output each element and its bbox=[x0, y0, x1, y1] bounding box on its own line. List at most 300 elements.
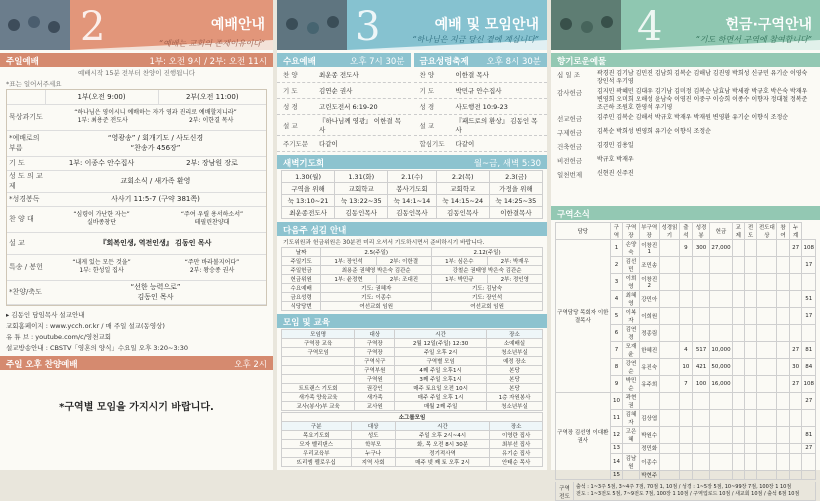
table-cell: 안태순 목사 bbox=[490, 458, 543, 467]
table-cell bbox=[732, 325, 744, 342]
table-cell bbox=[757, 410, 777, 427]
row-label: 기 도 bbox=[419, 87, 435, 95]
table-cell: 이희원 bbox=[639, 308, 659, 325]
row-label: 수요예배 bbox=[282, 284, 321, 293]
table-row bbox=[282, 402, 543, 411]
table-cell bbox=[757, 376, 777, 393]
dawn-cell: 봉사기도회 bbox=[388, 183, 436, 195]
table-cell: 기도: 이종수 bbox=[321, 293, 432, 302]
row-label: 주기도문 bbox=[283, 140, 309, 148]
page-subtitle: “기도 하면서 구역에 참여합니다” bbox=[695, 35, 812, 44]
offering-names: 김주민 김복순 김해서 박규호 박재우 박재원 변영환 유기순 이향식 조정순 bbox=[597, 114, 789, 121]
table-cell: 교사(봉사)부 교육 bbox=[282, 402, 355, 411]
table-cell bbox=[744, 291, 756, 308]
header-cell: 교제 bbox=[732, 223, 744, 240]
wed-row bbox=[277, 83, 411, 99]
table-cell: 3 bbox=[610, 274, 623, 291]
table-cell: 청소년부실 bbox=[487, 348, 543, 357]
table-cell bbox=[680, 308, 693, 325]
fri-row bbox=[414, 99, 548, 115]
table-cell bbox=[744, 410, 756, 427]
row-value: 다같이 bbox=[319, 140, 338, 148]
table-cell bbox=[639, 393, 659, 410]
table-cell bbox=[692, 410, 710, 427]
offering-row bbox=[551, 141, 820, 155]
table-cell: 목요기도회 bbox=[282, 431, 352, 440]
table-cell bbox=[757, 470, 777, 480]
dawn-cell: 구역을 위해 bbox=[282, 183, 335, 195]
table-cell: 기도: 권혜자 bbox=[321, 284, 432, 293]
table-cell bbox=[732, 308, 744, 325]
meetings-bar: 모임 및 교육 bbox=[277, 314, 547, 328]
table-cell bbox=[692, 393, 710, 410]
table-cell bbox=[757, 444, 777, 454]
row-value: 1부: 이종수 안수집사 bbox=[45, 156, 158, 170]
table-cell: 매주 토요일 오전 10시 bbox=[395, 384, 487, 393]
table-cell: 12 bbox=[610, 427, 623, 444]
table-cell: 본당 bbox=[487, 384, 543, 393]
table-cell: 이창진2 bbox=[639, 274, 659, 291]
table-cell: 27,000 bbox=[710, 240, 732, 257]
table-cell bbox=[659, 308, 679, 325]
table-cell: 김상엽 bbox=[639, 410, 659, 427]
table-cell bbox=[757, 359, 777, 376]
table-cell bbox=[744, 376, 756, 393]
dawn-cell: 1.30(월) bbox=[282, 171, 335, 183]
table-row bbox=[282, 384, 543, 393]
table-cell: 13 bbox=[610, 444, 623, 454]
table-cell bbox=[802, 325, 816, 342]
table-cell bbox=[744, 257, 756, 274]
table-cell bbox=[710, 308, 732, 325]
header-cell: 참여 bbox=[777, 223, 789, 240]
table-cell: 화, 목 오전 8시 30분 bbox=[395, 440, 489, 449]
offering-type: 감사헌금 bbox=[557, 89, 583, 97]
table-cell: 300 bbox=[692, 240, 710, 257]
panel-offerings bbox=[551, 0, 820, 501]
fri-bar: 금요성령축제 오후 8시 30분 bbox=[414, 53, 548, 67]
offering-row bbox=[551, 169, 820, 183]
table-cell: 7 bbox=[610, 342, 623, 359]
dawn-row bbox=[282, 171, 543, 183]
table-cell bbox=[710, 410, 732, 427]
meetings-table bbox=[281, 329, 543, 411]
homepage-info: 교회홈페이지 : www.ycch.or.kr / 매 주일 설교(동영상) bbox=[6, 321, 165, 330]
dawn-cell: 김동인목사 bbox=[388, 207, 436, 219]
offering-type: 비전헌금 bbox=[557, 157, 583, 165]
header-cell: 성경봉 bbox=[692, 223, 710, 240]
fri-row bbox=[414, 115, 548, 136]
table-cell bbox=[659, 274, 679, 291]
table-cell: 1 bbox=[610, 240, 623, 257]
table-cell: 기도: 김남숙 bbox=[432, 284, 543, 293]
row-label: 설 교 bbox=[283, 121, 298, 130]
table-cell bbox=[692, 257, 710, 274]
service-times: 1부: 오전 9시 / 2부: 오전 11시 bbox=[149, 57, 267, 67]
table-cell bbox=[710, 427, 732, 444]
table-cell: 소예배실 bbox=[487, 339, 543, 348]
row-label: 성 도 의 교 제 bbox=[7, 170, 45, 192]
table-header bbox=[556, 223, 816, 240]
table-cell: 2부: 조대진 bbox=[376, 275, 431, 284]
table-cell bbox=[802, 410, 816, 427]
dawn-cell: 1.31(화) bbox=[335, 171, 388, 183]
table-cell bbox=[789, 325, 802, 342]
table-cell bbox=[757, 325, 777, 342]
header-cell: 출석 bbox=[680, 223, 693, 240]
table-cell bbox=[789, 393, 802, 410]
table-row bbox=[282, 366, 543, 375]
offering-names: 신현진 신주진 bbox=[597, 170, 634, 177]
table-cell: 성도 bbox=[351, 431, 395, 440]
table-cell bbox=[744, 393, 756, 410]
table-cell bbox=[757, 274, 777, 291]
table-cell: 우리교육부 bbox=[282, 449, 352, 458]
offering-row bbox=[551, 113, 820, 127]
table-cell bbox=[710, 444, 732, 454]
table-cell bbox=[732, 240, 744, 257]
group-news-table bbox=[555, 222, 816, 480]
table-row bbox=[282, 357, 543, 366]
header-cell: 대상 bbox=[355, 330, 395, 339]
table-cell bbox=[680, 470, 693, 480]
table-cell bbox=[659, 291, 679, 308]
row-value: 2부: 장남원 장로 bbox=[158, 156, 266, 170]
row-label: *성경봉독 bbox=[7, 192, 45, 206]
table-row bbox=[282, 393, 543, 402]
fri-list bbox=[414, 67, 548, 152]
dawn-row bbox=[282, 207, 543, 219]
page-number: 2 bbox=[80, 4, 106, 50]
table-cell: 2월 12일(주일) 12:30 bbox=[395, 339, 487, 348]
offerings-header bbox=[551, 0, 820, 50]
table-cell bbox=[789, 470, 802, 480]
row-value: 김연순 권사 bbox=[319, 87, 353, 95]
table-cell: 김연경 bbox=[623, 325, 639, 342]
afternoon-time: 오후 2시 bbox=[234, 359, 267, 370]
table-row bbox=[282, 284, 543, 293]
table-cell: 이창진1 bbox=[639, 240, 659, 257]
header-cell: 담당 bbox=[556, 223, 611, 240]
table-cell bbox=[732, 274, 744, 291]
broadcast-info: 설교방송안내 : CBSTV「영혼의 양식」수요일 오후 3:20~3:30 bbox=[6, 343, 189, 352]
offering-names: 김경민 김용일 bbox=[597, 142, 634, 149]
table-cell: 구역장 bbox=[355, 339, 395, 348]
table-cell bbox=[777, 257, 789, 274]
table-row bbox=[282, 302, 543, 311]
header-cell: 모임명 bbox=[282, 330, 355, 339]
table-cell bbox=[659, 427, 679, 444]
friday-service bbox=[414, 50, 548, 152]
table-cell: 3째 주일 오후1시 bbox=[395, 375, 487, 384]
table-cell bbox=[744, 274, 756, 291]
row-value: 다같이 bbox=[455, 140, 475, 148]
table-cell bbox=[732, 444, 744, 454]
table-cell bbox=[802, 274, 816, 291]
table-cell bbox=[680, 453, 693, 470]
table-cell bbox=[744, 470, 756, 480]
table-cell bbox=[757, 257, 777, 274]
table-cell: 매월 2째 주일 bbox=[395, 402, 487, 411]
table-header bbox=[282, 422, 543, 431]
table-cell: 트트랜스 기도회 bbox=[282, 384, 355, 393]
page-number: 3 bbox=[355, 4, 381, 50]
table-cell bbox=[744, 308, 756, 325]
table-cell: 8 bbox=[610, 359, 623, 376]
dawn-cell: 김동인목사 bbox=[436, 207, 489, 219]
row-value: 고린도전서 6:19-20 bbox=[319, 103, 378, 111]
table-cell: 1층 자원봉사 bbox=[487, 393, 543, 402]
dawn-cell: 2.2(목) bbox=[436, 171, 489, 183]
table-cell bbox=[659, 470, 679, 480]
row-label: 묵상과기도 bbox=[7, 104, 45, 130]
wednesday-service bbox=[277, 50, 411, 152]
table-cell bbox=[744, 240, 756, 257]
table-cell bbox=[692, 427, 710, 444]
table-cell: 구역모임 bbox=[282, 348, 355, 357]
table-cell: 모재윤 bbox=[623, 342, 639, 359]
table-cell bbox=[757, 240, 777, 257]
table-row bbox=[282, 339, 543, 348]
table-cell bbox=[680, 410, 693, 427]
table-cell: 517 bbox=[692, 342, 710, 359]
table-cell bbox=[757, 308, 777, 325]
table-cell: 매주 주일 오후 1시 bbox=[395, 393, 487, 402]
table-cell bbox=[732, 470, 744, 480]
table-cell bbox=[777, 470, 789, 480]
table-cell: 27 bbox=[789, 376, 802, 393]
table-cell: 구역장 bbox=[355, 348, 395, 357]
offering-type: 건축헌금 bbox=[557, 143, 583, 151]
header-cell: 전도 bbox=[744, 223, 756, 240]
table-cell bbox=[789, 274, 802, 291]
table-cell bbox=[680, 291, 693, 308]
table-cell: 새가족 bbox=[355, 393, 395, 402]
table-cell: 김선민 bbox=[623, 257, 639, 274]
dawn-cell: 눅 13:22~35 bbox=[335, 195, 388, 207]
table-cell: 15 bbox=[610, 470, 623, 480]
table-cell bbox=[744, 325, 756, 342]
wed-row bbox=[277, 99, 411, 115]
table-cell bbox=[777, 325, 789, 342]
table-cell: 9 bbox=[680, 240, 693, 257]
row-value: “선한 능력으로” 김동인 목사 bbox=[45, 280, 266, 304]
table-cell: 기도: 장인석 bbox=[432, 293, 543, 302]
table-cell: 정민화 bbox=[639, 444, 659, 454]
table-cell bbox=[680, 257, 693, 274]
table-cell bbox=[777, 393, 789, 410]
sermon-info: ▸ 김동인 담임목사 설교안내 bbox=[6, 310, 85, 319]
table-row bbox=[282, 348, 543, 357]
table-cell: 16,000 bbox=[710, 376, 732, 393]
table-title-row bbox=[282, 413, 543, 422]
table-cell bbox=[282, 366, 355, 375]
table-cell: 100 bbox=[692, 376, 710, 393]
table-cell: 27 bbox=[802, 393, 816, 410]
table-cell: 81 bbox=[802, 342, 816, 359]
table-cell: 누구나 bbox=[351, 449, 395, 458]
table-cell: 11 bbox=[610, 410, 623, 427]
table-cell: 여선교회 임원 bbox=[321, 302, 432, 311]
table-cell bbox=[710, 325, 732, 342]
table-cell: 강민아 bbox=[639, 291, 659, 308]
table-cell bbox=[659, 393, 679, 410]
page-title: 예배 및 모임안내 bbox=[434, 17, 539, 33]
table-cell: 새가족 양육교육 bbox=[282, 393, 355, 402]
table-cell: 5 bbox=[610, 308, 623, 325]
next-week-bar: 다음주 섬김 안내 bbox=[277, 222, 547, 236]
table-cell: 여선교회 임원 bbox=[432, 302, 543, 311]
row-label: 헌금위원 bbox=[282, 275, 321, 284]
table-cell bbox=[692, 444, 710, 454]
table-cell: 권강인 bbox=[355, 384, 395, 393]
wed-row bbox=[277, 136, 411, 152]
table-cell: 1부: 장인석 bbox=[321, 257, 376, 266]
afternoon-service-bar bbox=[0, 356, 273, 370]
table-cell: 최부선 집사 bbox=[490, 440, 543, 449]
dawn-cell: 눅 14:1~14 bbox=[388, 195, 436, 207]
row-value: 사도행전 10:9-23 bbox=[455, 103, 508, 111]
table-cell: 강철순 권태영 박은숙 김관순 bbox=[432, 266, 543, 275]
table-cell: 2부: 정인영 bbox=[487, 275, 542, 284]
table-cell bbox=[680, 325, 693, 342]
table-cell: 유기순 집사 bbox=[490, 449, 543, 458]
table-cell: 곽현권 bbox=[623, 393, 639, 410]
row-label: 주일헌금 bbox=[282, 266, 321, 275]
table-cell bbox=[732, 257, 744, 274]
offering-row bbox=[551, 69, 820, 87]
table-cell: 10 bbox=[610, 393, 623, 410]
row-value: “내게 있는 모든 것을” 1부: 한성일 집사 bbox=[45, 254, 158, 280]
offering-row bbox=[551, 127, 820, 141]
offering-type: 구제헌금 bbox=[557, 129, 583, 137]
table-cell: 4 bbox=[610, 291, 623, 308]
table-cell: 정기적사역 bbox=[395, 449, 489, 458]
table-cell: 모자 벨리댄스 bbox=[282, 440, 352, 449]
row-value: “주여 우릴 용서하소서” 테필린찬양대 bbox=[158, 206, 266, 232]
bar-label: 주일 오후 찬양예배 bbox=[6, 359, 78, 370]
table-cell bbox=[789, 427, 802, 444]
table-cell bbox=[623, 444, 639, 454]
dawn-cell: 김동인목사 bbox=[335, 207, 388, 219]
header-cell: 장소 bbox=[490, 422, 543, 431]
table-title: 소그룹모임 bbox=[282, 413, 543, 422]
wed-row bbox=[277, 115, 411, 136]
table-cell: 10 bbox=[680, 359, 693, 376]
row-value: 최운종 전도사 bbox=[319, 71, 359, 79]
table-cell bbox=[789, 453, 802, 470]
dawn-cell: 2.3(금) bbox=[489, 171, 542, 183]
panel-worship bbox=[0, 0, 273, 470]
table-cell bbox=[692, 453, 710, 470]
table-cell bbox=[710, 257, 732, 274]
row-label: 찬 양 대 bbox=[7, 206, 45, 232]
group-meeting-note: *구역별 모임을 가지시기 바랍니다. bbox=[59, 401, 214, 413]
table-cell: 손양숙 bbox=[623, 240, 639, 257]
table-cell: 학부모 bbox=[351, 440, 395, 449]
note-prelude: 예배시작 15분 전부터 찬양이 진행됩니다 bbox=[78, 69, 195, 77]
table-cell bbox=[757, 427, 777, 444]
table-row bbox=[282, 375, 543, 384]
table-cell: 4 bbox=[680, 342, 693, 359]
header-cell: 2.5(주일) bbox=[321, 248, 432, 257]
table-cell: 81 bbox=[802, 427, 816, 444]
table-cell bbox=[757, 342, 777, 359]
table-cell bbox=[757, 453, 777, 470]
table-cell bbox=[692, 274, 710, 291]
row-label: 설 교 bbox=[419, 121, 435, 130]
next-week-table bbox=[281, 247, 543, 311]
header-cell: 헌금 bbox=[710, 223, 732, 240]
table-cell: 14 bbox=[610, 453, 623, 470]
table-cell: 2부: 박재우 bbox=[487, 257, 542, 266]
table-cell bbox=[777, 410, 789, 427]
header-cell: 구분 bbox=[282, 422, 352, 431]
fri-row bbox=[414, 136, 548, 152]
dawn-cell: 눅 13:10~21 bbox=[282, 195, 335, 207]
table-cell: 본당 bbox=[487, 375, 543, 384]
table-cell bbox=[623, 470, 639, 480]
group-category: 구역장 김선영 이대환권사 bbox=[556, 393, 611, 480]
table-cell bbox=[659, 376, 679, 393]
table-row bbox=[282, 257, 543, 266]
table-cell: 84 bbox=[802, 359, 816, 376]
header-cell: 시간 bbox=[395, 330, 487, 339]
dawn-cell: 가정을 위해 bbox=[489, 183, 542, 195]
page-number: 4 bbox=[637, 4, 663, 50]
dawn-cell: 눅 14:15~24 bbox=[436, 195, 489, 207]
table-cell: 6 bbox=[610, 325, 623, 342]
table-row bbox=[282, 266, 543, 275]
table-cell: 유진숙 bbox=[639, 359, 659, 376]
table-row bbox=[556, 393, 816, 410]
meetings-header bbox=[277, 0, 547, 50]
table-cell bbox=[680, 444, 693, 454]
row-label: 성 경 bbox=[283, 103, 298, 111]
row-value: “심령이 가난한 자는” 실바종창단 bbox=[45, 206, 158, 232]
row-label: 합심기도 bbox=[419, 140, 445, 148]
table-cell: 이복자 bbox=[623, 308, 639, 325]
next-week-note: 기도위원과 헌금위원은 30분전 미리 오셔서 기도하시면서 준비하시기 바랍니다. bbox=[283, 240, 485, 246]
table-cell bbox=[692, 291, 710, 308]
offerings-bar: 향기로운예물 bbox=[551, 53, 820, 67]
table-cell bbox=[659, 257, 679, 274]
table-cell bbox=[659, 444, 679, 454]
header-cell: 구역 bbox=[610, 223, 623, 240]
table-cell: 7 bbox=[680, 376, 693, 393]
table-cell bbox=[744, 359, 756, 376]
page-subtitle: “하나님은 지금 당신 곁에 계십니다” bbox=[412, 35, 539, 44]
table-row bbox=[282, 449, 543, 458]
dawn-cell: 최운종전도사 bbox=[282, 207, 335, 219]
fri-row bbox=[414, 67, 548, 83]
row-label: 찬 양 bbox=[283, 71, 298, 79]
table-cell bbox=[732, 376, 744, 393]
table-cell bbox=[732, 410, 744, 427]
table-cell: 17 bbox=[802, 257, 816, 274]
header-cell: 2.12(주일) bbox=[432, 248, 543, 257]
offering-names: 곽경진 김기남 김민진 김남희 김복순 김해남 김진영 박희성 신규민 유기순 이영숙 장인석 우기영 bbox=[597, 70, 808, 85]
table-cell: 정종림 bbox=[639, 325, 659, 342]
dawn-prayer-bar: 새벽기도회 월~금, 새벽 5:30 bbox=[277, 155, 547, 169]
row-label: 찬 양 bbox=[419, 71, 435, 79]
offering-names: 박규호 박재우 bbox=[597, 156, 634, 163]
offering-names: 김복순 박희성 변영희 유기순 이향식 조정순 bbox=[597, 128, 711, 135]
table-cell bbox=[680, 274, 693, 291]
col-first-service: 1부(오전 9:00) bbox=[45, 90, 158, 104]
table-cell: 1부: 심은수 bbox=[432, 257, 487, 266]
table-cell: 청소년부실 bbox=[487, 402, 543, 411]
